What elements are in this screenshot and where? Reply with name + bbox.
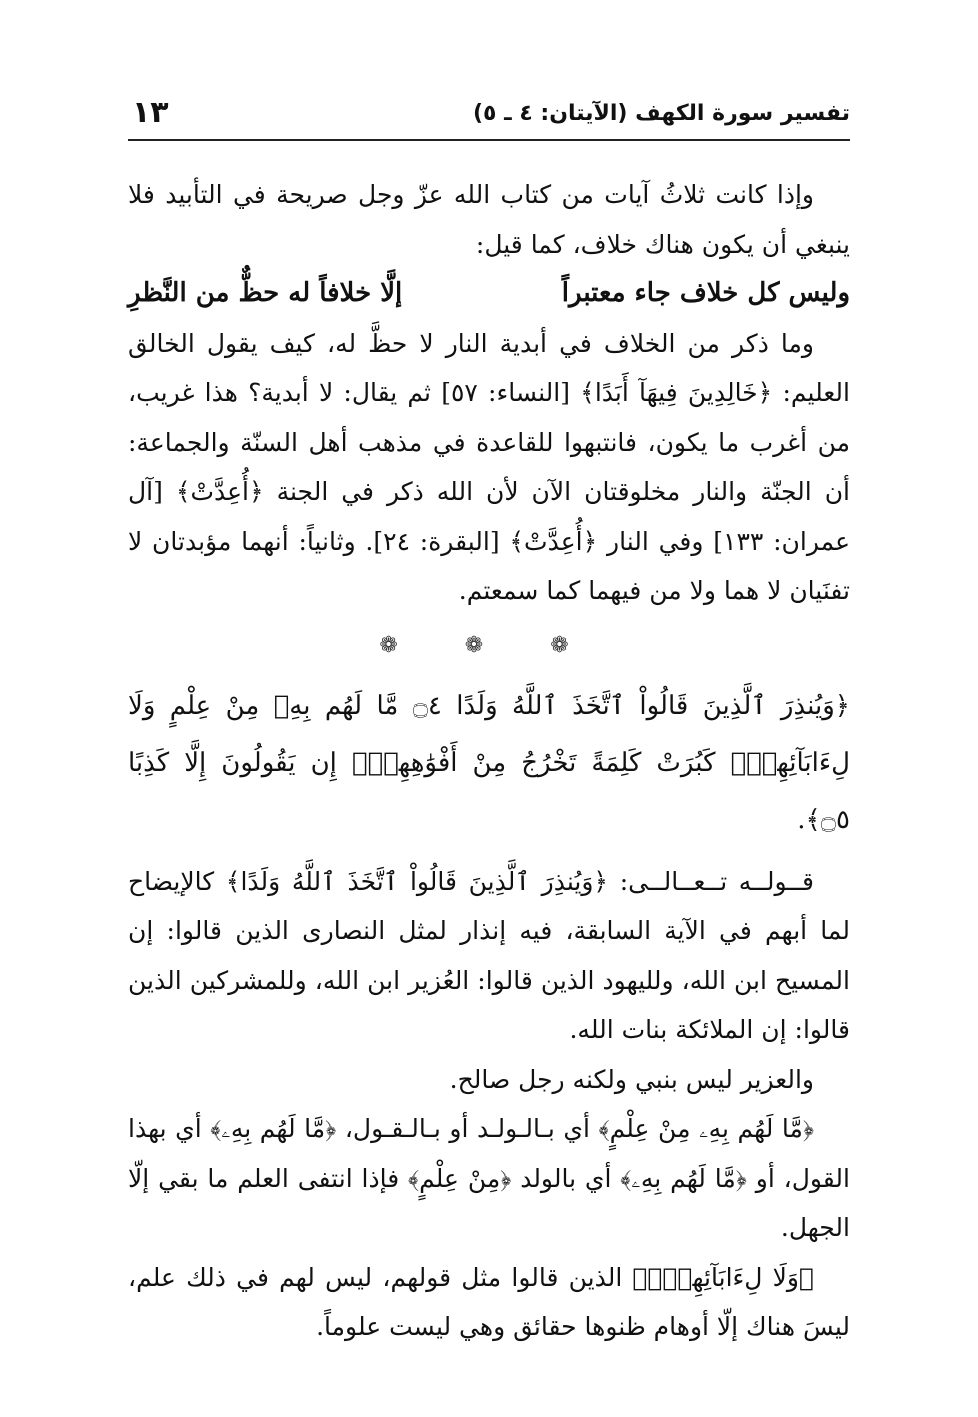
commentary-paragraph-4: ﴿وَلَا لِءَابَآئِهِمْۚ﴾ الذين قالوا مثل قولهم، ليس لهم في ذلك علم، ليسَ هناك إلّا أوهام ظنوها حقائق وهي ليست علوماً. bbox=[128, 1262, 850, 1341]
page-body bbox=[128, 170, 850, 1352]
paragraph-eternity: وما ذكر من الخلاف في أبدية النار لا حظَّ له، كيف يقول الخالق العليم: ﴿خَالِدِينَ فِيهَآ أَبَدًا﴾ [النساء: ٥٧] ثم يقال: لا أبدية؟ هذا غريب، من أغرب ما يكون، فانتبهوا للقاعدة في مذهب أهل السنّة والجماعة: أن الجنّة والنار مخلوقتان الآن لأن الله ذكر في الجنة ﴿أُعِدَّتْ﴾ [آل عمران: ١٣٣] وفي النار ﴿أُعِدَّتْ﴾ [البقرة: ٢٤]. وثانياً: أنهما مؤبدتان لا تفنَيان لا هما ولا من فيهما كما سمعتم. bbox=[128, 328, 850, 605]
commentary-paragraph-1: قــولــه تــعــالــى: ﴿وَيُنذِرَ ٱلَّذِينَ قَالُواْ ٱتَّخَذَ ٱللَّهُ وَلَدًا﴾ كالإيضاح لما أبهم في الآية السابقة، فيه إنذار لمثل النصارى الذين قالوا: إن المسيح ابن الله، ولليهود الذين قالوا: العُزير ابن الله، وللمشركين الذين قالوا: إن الملائكة بنات الله. bbox=[128, 866, 850, 1044]
running-header bbox=[128, 95, 850, 141]
quran-verse: ﴿وَيُنذِرَ ٱلَّذِينَ قَالُواْ ٱتَّخَذَ ٱللَّهُ وَلَدًا ۝٤ مَّا لَهُم بِهِۦ مِنْ عِلْمٍ وَلَا لِءَابَآئِهِمْۚ كَبُرَتْ كَلِمَةً تَخْرُجُ مِنْ أَفْوَٰهِهِمْۚ إِن يَقُولُونَ إِلَّا كَذِبًا ۝٥﴾. bbox=[128, 690, 850, 835]
poem-first-hemistich: وليس كل خلاف جاء معتبراً bbox=[561, 278, 850, 308]
page-number: ١٣ bbox=[132, 95, 169, 130]
commentary-paragraph-2: والعزير ليس بنبي ولكنه رجل صالح. bbox=[449, 1064, 814, 1094]
poem-second-hemistich: إلَّا خلافاً له حظٌّ من النَّظرِ bbox=[128, 278, 403, 308]
poem-line bbox=[128, 269, 850, 319]
section-separator-ornament: ❁ ❁ ❁ bbox=[379, 632, 599, 658]
paragraph-intro: وإذا كانت ثلاثُ آيات من كتاب الله عزّ وجل صريحة في التأبيد فلا ينبغي أن يكون هناك خلاف، كما قيل: bbox=[128, 180, 850, 259]
running-title: تفسير سورة الكهف (الآيتان: ٤ ـ ٥) bbox=[472, 101, 850, 126]
commentary-paragraph-3: ﴿مَّا لَهُم بِهِۦ مِنْ عِلْمٍ﴾ أي بـالـولـد أو بـالـقـول، ﴿مَّا لَهُم بِهِۦ﴾ أي بهذا القول، أو ﴿مَّا لَهُم بِهِۦ﴾ أي بالولد ﴿مِنْ عِلْمٍ﴾ فإذا انتفى العلم ما بقي إلّا الجهل. bbox=[128, 1114, 850, 1242]
